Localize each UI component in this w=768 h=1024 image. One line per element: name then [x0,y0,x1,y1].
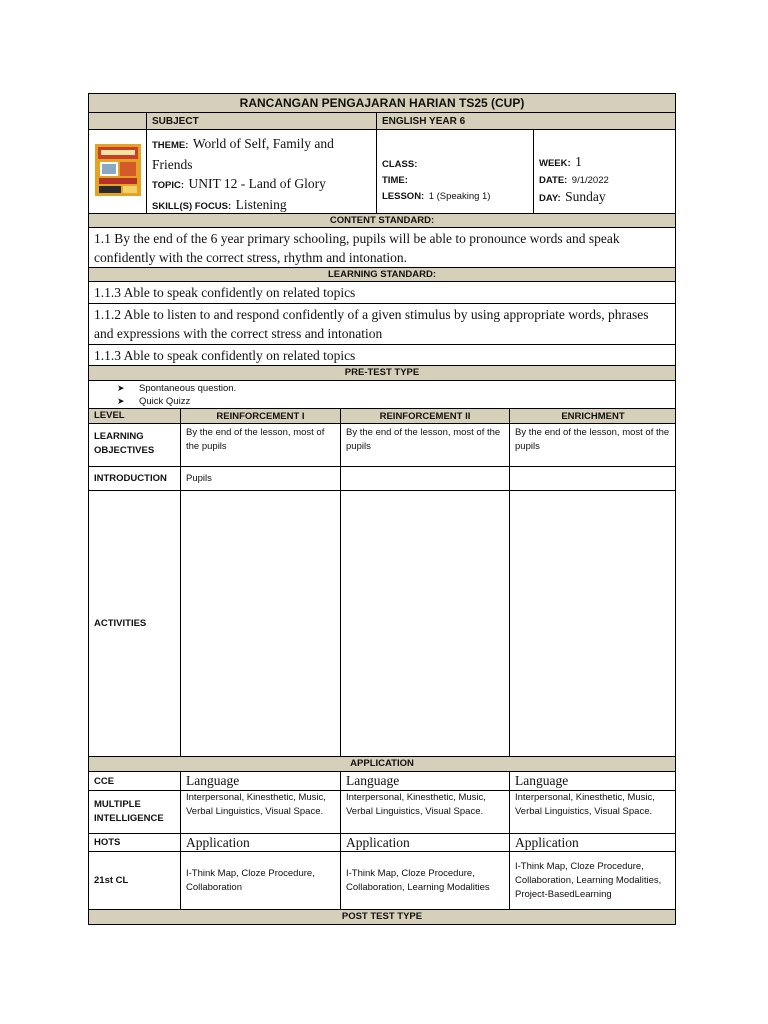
day-label: DAY: [539,193,561,204]
time-label: TIME: [382,175,408,186]
objective-reinforcement-1: By the end of the lesson, most of the pupils [180,424,340,466]
objective-reinforcement-2: By the end of the lesson, most of the pupils [340,424,509,466]
learning-objectives-label: LEARNING OBJECTIVES [94,431,155,456]
reinforcement-2-header: REINFORCEMENT II [340,409,509,423]
learning-standard-item-2: 1.1.2 Able to listen to and respond confidently of a given stimulus by using appropriate words, phrases and expressions with the correct stress and intonation [88,304,676,345]
activities-reinforcement-2 [340,491,509,756]
mi-reinforcement-2: Interpersonal, Kinesthetic, Music, Verbal Linguistics, Visual Space. [340,791,509,833]
theme-topic-skill-cell [146,130,376,213]
mi-enrichment: Interpersonal, Kinesthetic, Music, Verbal Linguistics, Visual Space. [509,791,676,833]
cl21-row [88,852,676,910]
enrichment-header: ENRICHMENT [509,409,676,423]
pretest-item: ➤ Spontaneous question. [117,383,237,394]
post-test-header: POST TEST TYPE [88,910,676,925]
subject-label: SUBJECT [146,113,376,129]
cl21-reinforcement-2: I-Think Map, Cloze Procedure, Collaboration, Learning Modalities [340,852,509,909]
hots-row [88,834,676,852]
multiple-intelligence-label: MULTIPLE INTELLIGENCE [94,799,164,824]
activities-row [88,491,676,757]
week-label: WEEK: [539,158,571,169]
cce-reinforcement-2: Language [340,772,509,790]
content-standard-header: CONTENT STANDARD: [88,214,676,228]
cl21-reinforcement-1: I-Think Map, Cloze Procedure, Collaboration [180,852,340,909]
theme-label: THEME: [152,140,189,151]
application-header: APPLICATION [88,757,676,772]
skill-focus-label: SKILL(S) FOCUS: [152,201,232,212]
hots-label: HOTS [94,837,121,848]
class-label: CLASS: [382,159,418,170]
introduction-row [88,467,676,491]
day-value: Sunday [565,189,606,204]
topic-value: UNIT 12 - Land of Glory [188,176,326,191]
document-title: RANCANGAN PENGAJARAN HARIAN TS25 (CUP) [88,93,676,113]
theme-value: World of Self, Family and Friends [152,136,334,172]
skill-focus-value: Listening [235,197,287,212]
introduction-label: INTRODUCTION [94,473,167,484]
hots-enrichment: Application [509,834,676,851]
reinforcement-1-header: REINFORCEMENT I [180,409,340,423]
multiple-intelligence-row [88,791,676,834]
cce-reinforcement-1: Language [180,772,340,790]
hots-reinforcement-2: Application [340,834,509,851]
activities-reinforcement-1 [180,491,340,756]
topic-label: TOPIC: [152,180,185,191]
week-value: 1 [575,154,582,169]
learning-standard-item-3: 1.1.3 Able to speak confidently on related topics [88,345,676,366]
cce-enrichment: Language [509,772,676,790]
objective-enrichment: By the end of the lesson, most of the pupils [509,424,676,466]
cl21-label: 21st CL [94,875,129,886]
pretest-item: ➤ Quick Quizz [117,396,191,407]
introduction-reinforcement-1: Pupils [180,467,340,490]
week-date-day-cell [533,130,676,213]
lesson-label: LESSON: [382,191,425,202]
activities-label: ACTIVITIES [94,618,147,629]
lesson-plan-table [88,93,676,925]
pretest-list [88,381,676,409]
cce-row [88,772,676,791]
lesson-value: 1 (Speaking 1) [428,191,491,202]
learning-standard-header: LEARNING STANDARD: [88,268,676,282]
learning-standard-item-1: 1.1.3 Able to speak confidently on related topics [88,282,676,304]
book-cover-icon [95,144,141,196]
level-label: LEVEL [94,410,125,421]
subject-row [88,113,676,130]
activities-enrichment [509,491,676,756]
arrow-bullet-icon: ➤ [117,396,125,406]
level-header-row [88,409,676,424]
content-standard-text: 1.1 By the end of the 6 year primary schooling, pupils will be able to pronounce words and speak confidently with the correct stress, rhythm and intonation. [88,228,676,268]
cl21-enrichment: I-Think Map, Cloze Procedure, Collaboration, Learning Modalities, Project-BasedLearning [509,852,676,909]
header-details-row [88,130,676,214]
cce-label: CCE [94,775,115,787]
textbook-cover-image [89,130,146,213]
class-time-lesson-cell [376,130,533,213]
subject-value: ENGLISH YEAR 6 [376,113,676,129]
date-label: DATE: [539,175,568,186]
pretest-header: PRE-TEST TYPE [88,366,676,381]
mi-reinforcement-1: Interpersonal, Kinesthetic, Music, Verbal Linguistics, Visual Space. [180,791,340,833]
arrow-bullet-icon: ➤ [117,383,125,393]
learning-objectives-row [88,424,676,467]
date-value: 9/1/2022 [571,175,609,186]
hots-reinforcement-1: Application [180,834,340,851]
